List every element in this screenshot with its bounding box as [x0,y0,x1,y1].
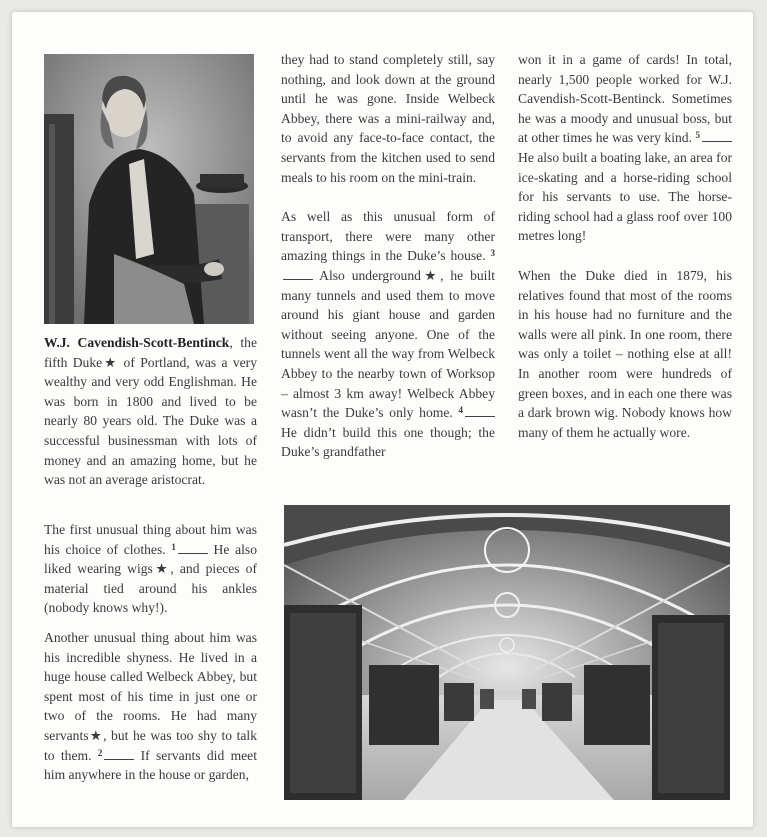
gap-3-blank[interactable] [283,268,313,280]
duke-portrait-photo [44,54,254,324]
tunnels-paragraph: As well as this unusual form of transport, there were many other amazing things in the Duke’s house. $^3$ Also underground★, he built many tunnels and used them to move around his giant house and garden without seeing anyone. One of the tunnels went all the way from Welbeck Abbey to the nearby town of Worksop – almost 3 km away! Welbeck Abbey wasn’t the Duke’s only home. $^4$ He didn’t build this one though; the Duke’s grandfather [281,209,495,460]
gap-number-1: 1 [171,541,176,552]
gap-2-blank[interactable] [104,748,134,760]
gap-number-5: 5 [695,130,700,141]
gap-4-blank[interactable] [465,405,495,417]
column-1 [44,333,257,490]
railway-paragraph: they had to stand completely still, say nothing, and look down at the ground until he was gone. Inside Welbeck Abbey, there was a mini-railway and, to avoid any face-to-face contact, the servants from the kitchen used to send meals to his room on the mini-train. [281,52,495,185]
gap-5-blank[interactable] [702,130,732,142]
gap-1-blank[interactable] [178,542,208,554]
gap-number-3: 3 [490,248,495,259]
column-3 [518,50,732,442]
shyness-paragraph: Another unusual thing about him was his incredible shyness. He lived in a huge house called Welbeck Abbey, but spent most of his time in just one or two of the rooms. He had many servants★, but he was too shy to talk to them. $^2$ If servants did meet him anywhere in the house or garden, [44,630,257,783]
duke-name: W.J. Cavendish-Scott-Bentinck [44,335,230,350]
death-paragraph: When the Duke died in 1879, his relatives found that most of the rooms in his house had no furniture and the walls were all pink. In one room, there was only a toilet – nothing else at all! In another room were hundreds of green boxes, and in each one there was a dark brown wig. Nobody knows how many of them he actually wore. [518,267,732,440]
column-2 [281,50,495,462]
gap-number-2: 2 [97,747,103,758]
column-1-shyness [44,628,257,785]
welbeck-library-illustration [284,505,730,800]
gap-number-4: 4 [458,405,463,416]
column-1-clothes [44,520,257,618]
cards-paragraph: won it in a game of cards! In total, nearly 1,500 people worked for W.J. Cavendish-Scott-Bentinck. Sometimes he was a moody and unusual boss, but at other times he was very kind. $^5$ He also built a boating lake, an area for ice-skating and a horse-riding school for his servants to use. The horse-riding school had a glass roof over 100 metres long! [518,52,733,244]
intro-paragraph: W.J. Cavendish-Scott-Bentinck, the fifth Duke★ of Portland, was a very wealthy and very odd Englishman. He was born in 1800 and lived to be nearly 80 years old. The Duke was a successful businessman with lots of money and an amazing home, but he was not an average aristocrat. [44,335,257,488]
clothes-paragraph: The first unusual thing about him was his choice of clothes. $^1$ He also liked wearing wigs★, and pieces of material tied around his ankles (nobody knows why!). [44,522,257,616]
